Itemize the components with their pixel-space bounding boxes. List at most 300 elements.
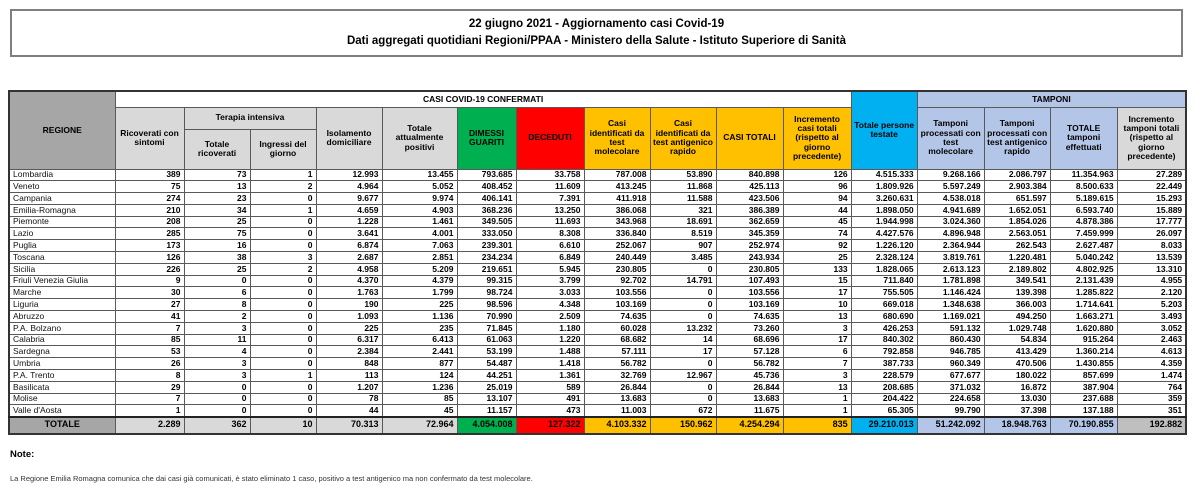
value-cell: 44 — [783, 204, 851, 216]
value-cell: 0 — [250, 381, 316, 393]
value-cell: 0 — [250, 193, 316, 205]
value-cell: 4.896.948 — [917, 228, 984, 240]
value-cell: 915.264 — [1050, 334, 1117, 346]
value-cell: 23 — [184, 193, 250, 205]
value-cell: 7 — [115, 393, 184, 405]
value-cell: 1.663.271 — [1050, 311, 1117, 323]
value-cell: 2.613.123 — [917, 263, 984, 275]
header-terapia-intensiva-group: Terapia intensiva — [184, 107, 316, 129]
value-cell: 13 — [783, 311, 851, 323]
region-cell: P.A. Trento — [9, 370, 115, 382]
value-cell: 0 — [650, 393, 716, 405]
value-cell: 408.452 — [457, 181, 516, 193]
region-cell: Calabria — [9, 334, 115, 346]
value-cell: 4.955 — [1117, 275, 1186, 287]
value-cell: 210 — [115, 204, 184, 216]
value-cell: 4.359 — [1117, 358, 1186, 370]
header-persone-testate: Totale persone testate — [851, 91, 917, 169]
total-value-cell: 362 — [184, 417, 250, 434]
total-value-cell: 70.313 — [316, 417, 382, 434]
value-cell: 17 — [783, 334, 851, 346]
value-cell: 16 — [184, 240, 250, 252]
value-cell: 11.868 — [650, 181, 716, 193]
value-cell: 406.141 — [457, 193, 516, 205]
value-cell: 74.635 — [584, 311, 650, 323]
value-cell: 8.500.633 — [1050, 181, 1117, 193]
value-cell: 3 — [184, 370, 250, 382]
value-cell: 3.033 — [516, 287, 584, 299]
value-cell: 3 — [184, 358, 250, 370]
table-row — [9, 216, 1186, 228]
value-cell: 4.878.386 — [1050, 216, 1117, 228]
value-cell: 672 — [650, 405, 716, 417]
value-cell: 5.209 — [382, 263, 457, 275]
value-cell: 5.052 — [382, 181, 457, 193]
value-cell: 26.097 — [1117, 228, 1186, 240]
value-cell: 11.693 — [516, 216, 584, 228]
value-cell: 669.018 — [851, 299, 917, 311]
value-cell: 0 — [250, 311, 316, 323]
value-cell: 1.652.051 — [984, 204, 1050, 216]
value-cell: 13 — [184, 181, 250, 193]
value-cell: 366.003 — [984, 299, 1050, 311]
table-row — [9, 370, 1186, 382]
value-cell: 85 — [115, 334, 184, 346]
region-cell: Basilicata — [9, 381, 115, 393]
value-cell: 74.635 — [716, 311, 783, 323]
value-cell: 26 — [115, 358, 184, 370]
table-body — [9, 169, 1186, 434]
value-cell: 0 — [650, 263, 716, 275]
table-row — [9, 311, 1186, 323]
value-cell: 3 — [783, 322, 851, 334]
value-cell: 1.093 — [316, 311, 382, 323]
value-cell: 1.898.050 — [851, 204, 917, 216]
table-row — [9, 381, 1186, 393]
table-row — [9, 169, 1186, 181]
value-cell: 98.724 — [457, 287, 516, 299]
value-cell: 15.889 — [1117, 204, 1186, 216]
table-row — [9, 275, 1186, 287]
value-cell: 7.459.999 — [1050, 228, 1117, 240]
value-cell: 235 — [382, 322, 457, 334]
value-cell: 1.461 — [382, 216, 457, 228]
table-row — [9, 405, 1186, 417]
value-cell: 0 — [250, 228, 316, 240]
value-cell: 755.505 — [851, 287, 917, 299]
value-cell: 0 — [650, 381, 716, 393]
value-cell: 5.189.615 — [1050, 193, 1117, 205]
value-cell: 2.509 — [516, 311, 584, 323]
value-cell: 0 — [250, 405, 316, 417]
value-cell: 6.849 — [516, 252, 584, 264]
value-cell: 494.250 — [984, 311, 1050, 323]
value-cell: 204.422 — [851, 393, 917, 405]
header-ricoverati: Ricoverati con sintomi — [115, 107, 184, 169]
value-cell: 491 — [516, 393, 584, 405]
value-cell: 1.180 — [516, 322, 584, 334]
value-cell: 4.538.018 — [917, 193, 984, 205]
value-cell: 37.398 — [984, 405, 1050, 417]
value-cell: 17 — [650, 346, 716, 358]
value-cell: 75 — [184, 228, 250, 240]
value-cell: 133 — [783, 263, 851, 275]
value-cell: 60.028 — [584, 322, 650, 334]
value-cell: 56.782 — [716, 358, 783, 370]
value-cell: 180.022 — [984, 370, 1050, 382]
value-cell: 56.782 — [584, 358, 650, 370]
value-cell: 2.131.439 — [1050, 275, 1117, 287]
covid-data-table — [8, 90, 1187, 435]
header-tamponi-group: TAMPONI — [917, 91, 1186, 107]
value-cell: 11.588 — [650, 193, 716, 205]
value-cell: 78 — [316, 393, 382, 405]
value-cell: 26.844 — [716, 381, 783, 393]
value-cell: 2.189.802 — [984, 263, 1050, 275]
value-cell: 98.596 — [457, 299, 516, 311]
value-cell: 126 — [115, 252, 184, 264]
value-cell: 6.413 — [382, 334, 457, 346]
value-cell: 208 — [115, 216, 184, 228]
value-cell: 11.003 — [584, 405, 650, 417]
value-cell: 14 — [650, 334, 716, 346]
value-cell: 1.828.065 — [851, 263, 917, 275]
value-cell: 386.389 — [716, 204, 783, 216]
header-incremento-tamponi: Incremento tamponi totali (rispetto al giorno precedente) — [1117, 107, 1186, 169]
value-cell: 1.781.898 — [917, 275, 984, 287]
header-attualmente-positivi: Totale attualmente positivi — [382, 107, 457, 169]
value-cell: 1.488 — [516, 346, 584, 358]
value-cell: 0 — [184, 275, 250, 287]
value-cell: 17 — [783, 287, 851, 299]
header-dimessi-guariti: DIMESSI GUARITI — [457, 107, 516, 169]
value-cell: 359 — [1117, 393, 1186, 405]
value-cell: 228.579 — [851, 370, 917, 382]
value-cell: 13.030 — [984, 393, 1050, 405]
value-cell: 3.493 — [1117, 311, 1186, 323]
value-cell: 387.733 — [851, 358, 917, 370]
table-row — [9, 193, 1186, 205]
value-cell: 3.260.631 — [851, 193, 917, 205]
value-cell: 4.001 — [382, 228, 457, 240]
value-cell: 92 — [783, 240, 851, 252]
value-cell: 0 — [250, 240, 316, 252]
value-cell: 840.302 — [851, 334, 917, 346]
table-row — [9, 334, 1186, 346]
value-cell: 362.659 — [716, 216, 783, 228]
value-cell: 173 — [115, 240, 184, 252]
report-title: 22 giugno 2021 - Aggiornamento casi Covid-19 — [468, 17, 725, 30]
value-cell: 389 — [115, 169, 184, 181]
value-cell: 0 — [250, 287, 316, 299]
value-cell: 1.226.120 — [851, 240, 917, 252]
value-cell: 45 — [382, 405, 457, 417]
value-cell: 960.349 — [917, 358, 984, 370]
value-cell: 5.040.242 — [1050, 252, 1117, 264]
value-cell: 61.063 — [457, 334, 516, 346]
value-cell: 25 — [184, 216, 250, 228]
value-cell: 425.113 — [716, 181, 783, 193]
total-value-cell: 192.882 — [1117, 417, 1186, 434]
value-cell: 4 — [184, 346, 250, 358]
value-cell: 225 — [316, 322, 382, 334]
value-cell: 27.289 — [1117, 169, 1186, 181]
value-cell: 793.685 — [457, 169, 516, 181]
value-cell: 0 — [250, 393, 316, 405]
region-cell: Lombardia — [9, 169, 115, 181]
value-cell: 946.785 — [917, 346, 984, 358]
value-cell: 368.236 — [457, 204, 516, 216]
value-cell: 230.805 — [716, 263, 783, 275]
value-cell: 252.067 — [584, 240, 650, 252]
value-cell: 113 — [316, 370, 382, 382]
value-cell: 53 — [115, 346, 184, 358]
value-cell: 124 — [382, 370, 457, 382]
notes-section — [10, 449, 533, 483]
value-cell: 13.232 — [650, 322, 716, 334]
value-cell: 336.840 — [584, 228, 650, 240]
table-row — [9, 287, 1186, 299]
total-value-cell: 4.103.332 — [584, 417, 650, 434]
header-casi-confermati-group: CASI COVID-19 CONFERMATI — [115, 91, 851, 107]
total-value-cell: 127.322 — [516, 417, 584, 434]
value-cell: 848 — [316, 358, 382, 370]
value-cell: 2.364.944 — [917, 240, 984, 252]
total-value-cell: 10 — [250, 417, 316, 434]
region-cell: Lazio — [9, 228, 115, 240]
value-cell: 0 — [250, 275, 316, 287]
value-cell: 224.658 — [917, 393, 984, 405]
value-cell: 190 — [316, 299, 382, 311]
value-cell: 45 — [783, 216, 851, 228]
value-cell: 677.677 — [917, 370, 984, 382]
value-cell: 6 — [184, 287, 250, 299]
header-ingressi-giorno: Ingressi del giorno — [250, 129, 316, 169]
value-cell: 2.384 — [316, 346, 382, 358]
value-cell: 1.220.481 — [984, 252, 1050, 264]
value-cell: 4.370 — [316, 275, 382, 287]
total-value-cell: 2.289 — [115, 417, 184, 434]
value-cell: 7 — [783, 358, 851, 370]
value-cell: 6 — [783, 346, 851, 358]
value-cell: 2.086.797 — [984, 169, 1050, 181]
value-cell: 1.418 — [516, 358, 584, 370]
header-regione: REGIONE — [9, 91, 115, 169]
header-casi-molecolare: Casi identificati da test molecolare — [584, 107, 650, 169]
value-cell: 3 — [783, 370, 851, 382]
value-cell: 4.659 — [316, 204, 382, 216]
value-cell: 9.677 — [316, 193, 382, 205]
header-totale-ricoverati: Totale ricoverati — [184, 129, 250, 169]
region-cell: Marche — [9, 287, 115, 299]
header-casi-antigenico: Casi identificati da test antigenico rapido — [650, 107, 716, 169]
value-cell: 351 — [1117, 405, 1186, 417]
total-row — [9, 417, 1186, 434]
value-cell: 473 — [516, 405, 584, 417]
value-cell: 13.107 — [457, 393, 516, 405]
value-cell: 1.944.998 — [851, 216, 917, 228]
value-cell: 54.487 — [457, 358, 516, 370]
value-cell: 4.613 — [1117, 346, 1186, 358]
value-cell: 0 — [650, 287, 716, 299]
value-cell: 9 — [115, 275, 184, 287]
value-cell: 860.430 — [917, 334, 984, 346]
value-cell: 45.736 — [716, 370, 783, 382]
value-cell: 0 — [650, 311, 716, 323]
value-cell: 13.539 — [1117, 252, 1186, 264]
value-cell: 13.310 — [1117, 263, 1186, 275]
value-cell: 0 — [650, 299, 716, 311]
report-subtitle: Dati aggregati quotidiani Regioni/PPAA - Ministero della Salute - Istituto Superiore di Sanità — [346, 35, 847, 47]
value-cell: 8.519 — [650, 228, 716, 240]
value-cell: 2.441 — [382, 346, 457, 358]
value-cell: 18.691 — [650, 216, 716, 228]
value-cell: 103.169 — [716, 299, 783, 311]
table-row — [9, 299, 1186, 311]
value-cell: 103.556 — [584, 287, 650, 299]
value-cell: 25 — [783, 252, 851, 264]
value-cell: 44 — [316, 405, 382, 417]
value-cell: 2.627.487 — [1050, 240, 1117, 252]
table-row — [9, 358, 1186, 370]
value-cell: 1.809.926 — [851, 181, 917, 193]
value-cell: 0 — [250, 358, 316, 370]
value-cell: 3 — [250, 252, 316, 264]
value-cell: 94 — [783, 193, 851, 205]
value-cell: 234.234 — [457, 252, 516, 264]
value-cell: 11.157 — [457, 405, 516, 417]
value-cell: 1.029.748 — [984, 322, 1050, 334]
value-cell: 73 — [184, 169, 250, 181]
value-cell: 1.220 — [516, 334, 584, 346]
value-cell: 16.872 — [984, 381, 1050, 393]
region-cell: Molise — [9, 393, 115, 405]
value-cell: 0 — [184, 393, 250, 405]
total-label-cell: TOTALE — [9, 417, 115, 434]
value-cell: 11.675 — [716, 405, 783, 417]
value-cell: 85 — [382, 393, 457, 405]
value-cell: 137.188 — [1050, 405, 1117, 417]
region-cell: Liguria — [9, 299, 115, 311]
value-cell: 0 — [250, 346, 316, 358]
value-cell: 15 — [783, 275, 851, 287]
value-cell: 857.699 — [1050, 370, 1117, 382]
value-cell: 17.777 — [1117, 216, 1186, 228]
value-cell: 65.305 — [851, 405, 917, 417]
region-cell: Abruzzo — [9, 311, 115, 323]
value-cell: 27 — [115, 299, 184, 311]
value-cell: 57.128 — [716, 346, 783, 358]
value-cell: 4.379 — [382, 275, 457, 287]
total-value-cell: 70.190.855 — [1050, 417, 1117, 434]
table-row — [9, 252, 1186, 264]
total-value-cell: 18.948.763 — [984, 417, 1050, 434]
value-cell: 1.360.214 — [1050, 346, 1117, 358]
value-cell: 13.455 — [382, 169, 457, 181]
region-cell: Puglia — [9, 240, 115, 252]
value-cell: 38 — [184, 252, 250, 264]
header-totale-tamponi: TOTALE tamponi effettuati — [1050, 107, 1117, 169]
table-row — [9, 204, 1186, 216]
value-cell: 1.146.424 — [917, 287, 984, 299]
value-cell: 1.236 — [382, 381, 457, 393]
value-cell: 57.111 — [584, 346, 650, 358]
value-cell: 0 — [650, 358, 716, 370]
value-cell: 711.840 — [851, 275, 917, 287]
value-cell: 7.391 — [516, 193, 584, 205]
header-deceduti: DECEDUTI — [516, 107, 584, 169]
value-cell: 1.169.021 — [917, 311, 984, 323]
value-cell: 1 — [250, 204, 316, 216]
total-value-cell: 4.054.008 — [457, 417, 516, 434]
value-cell: 4.964 — [316, 181, 382, 193]
header-tamponi-molecolare: Tamponi processati con test molecolare — [917, 107, 984, 169]
value-cell: 11.354.963 — [1050, 169, 1117, 181]
value-cell: 6.874 — [316, 240, 382, 252]
value-cell: 1.799 — [382, 287, 457, 299]
region-cell: Sardegna — [9, 346, 115, 358]
value-cell: 3.819.761 — [917, 252, 984, 264]
value-cell: 103.169 — [584, 299, 650, 311]
value-cell: 3.052 — [1117, 322, 1186, 334]
total-value-cell: 150.962 — [650, 417, 716, 434]
value-cell: 387.904 — [1050, 381, 1117, 393]
table-row — [9, 346, 1186, 358]
value-cell: 0 — [250, 216, 316, 228]
value-cell: 73.260 — [716, 322, 783, 334]
value-cell: 240.449 — [584, 252, 650, 264]
value-cell: 0 — [184, 381, 250, 393]
value-cell: 591.132 — [917, 322, 984, 334]
value-cell: 426.253 — [851, 322, 917, 334]
region-cell: P.A. Bolzano — [9, 322, 115, 334]
value-cell: 103.556 — [716, 287, 783, 299]
value-cell: 30 — [115, 287, 184, 299]
value-cell: 0 — [184, 405, 250, 417]
value-cell: 2.851 — [382, 252, 457, 264]
region-cell: Friuli Venezia Giulia — [9, 275, 115, 287]
table-row — [9, 322, 1186, 334]
value-cell: 96 — [783, 181, 851, 193]
value-cell: 25 — [184, 263, 250, 275]
value-cell: 6.317 — [316, 334, 382, 346]
value-cell: 53.199 — [457, 346, 516, 358]
table-row — [9, 393, 1186, 405]
value-cell: 8 — [184, 299, 250, 311]
value-cell: 1 — [250, 169, 316, 181]
value-cell: 5.945 — [516, 263, 584, 275]
total-value-cell: 4.254.294 — [716, 417, 783, 434]
value-cell: 1.136 — [382, 311, 457, 323]
total-value-cell: 29.210.013 — [851, 417, 917, 434]
value-cell: 1.228 — [316, 216, 382, 228]
value-cell: 343.968 — [584, 216, 650, 228]
value-cell: 386.068 — [584, 204, 650, 216]
value-cell: 13 — [783, 381, 851, 393]
region-cell: Piemonte — [9, 216, 115, 228]
value-cell: 99.790 — [917, 405, 984, 417]
value-cell: 1.714.641 — [1050, 299, 1117, 311]
value-cell: 208.685 — [851, 381, 917, 393]
value-cell: 907 — [650, 240, 716, 252]
total-value-cell: 51.242.092 — [917, 417, 984, 434]
value-cell: 4.903 — [382, 204, 457, 216]
total-value-cell: 835 — [783, 417, 851, 434]
value-cell: 413.429 — [984, 346, 1050, 358]
value-cell: 2.687 — [316, 252, 382, 264]
value-cell: 252.974 — [716, 240, 783, 252]
region-cell: Umbria — [9, 358, 115, 370]
